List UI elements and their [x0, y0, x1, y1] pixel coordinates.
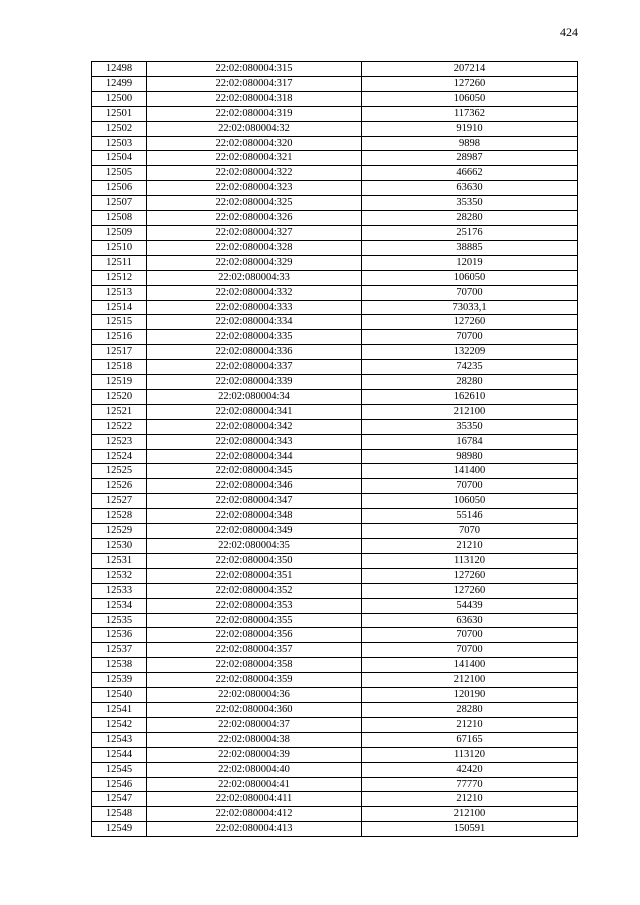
table-row — [92, 360, 578, 375]
cadastral-number-cell: 22:02:080004:40 — [147, 762, 362, 777]
table-row — [92, 255, 578, 270]
row-number-cell: 12536 — [92, 628, 147, 643]
row-number-cell: 12504 — [92, 151, 147, 166]
table-row — [92, 568, 578, 583]
cadastral-number-cell: 22:02:080004:341 — [147, 404, 362, 419]
cadastral-number-cell: 22:02:080004:329 — [147, 255, 362, 270]
cadastral-number-cell: 22:02:080004:336 — [147, 345, 362, 360]
value-cell: 9898 — [362, 136, 578, 151]
row-number-cell: 12513 — [92, 285, 147, 300]
row-number-cell: 12542 — [92, 717, 147, 732]
cadastral-number-cell: 22:02:080004:38 — [147, 732, 362, 747]
row-number-cell: 12548 — [92, 807, 147, 822]
value-cell: 120190 — [362, 688, 578, 703]
value-cell: 77770 — [362, 777, 578, 792]
row-number-cell: 12506 — [92, 181, 147, 196]
value-cell: 35350 — [362, 196, 578, 211]
cadastral-number-cell: 22:02:080004:32 — [147, 121, 362, 136]
value-cell: 42420 — [362, 762, 578, 777]
table-row — [92, 225, 578, 240]
row-number-cell: 12520 — [92, 389, 147, 404]
table-row — [92, 732, 578, 747]
table-row — [92, 583, 578, 598]
cadastral-number-cell: 22:02:080004:353 — [147, 598, 362, 613]
row-number-cell: 12522 — [92, 419, 147, 434]
table-row — [92, 464, 578, 479]
value-cell: 16784 — [362, 434, 578, 449]
row-number-cell: 12535 — [92, 613, 147, 628]
row-number-cell: 12525 — [92, 464, 147, 479]
cadastral-number-cell: 22:02:080004:35 — [147, 539, 362, 554]
value-cell: 74235 — [362, 360, 578, 375]
value-cell: 67165 — [362, 732, 578, 747]
cadastral-number-cell: 22:02:080004:320 — [147, 136, 362, 151]
value-cell: 106050 — [362, 91, 578, 106]
value-cell: 117362 — [362, 106, 578, 121]
row-number-cell: 12532 — [92, 568, 147, 583]
row-number-cell: 12540 — [92, 688, 147, 703]
cadastral-number-cell: 22:02:080004:36 — [147, 688, 362, 703]
table-row — [92, 285, 578, 300]
cadastral-number-cell: 22:02:080004:315 — [147, 62, 362, 77]
row-number-cell: 12530 — [92, 539, 147, 554]
table-row — [92, 628, 578, 643]
cadastral-number-cell: 22:02:080004:39 — [147, 747, 362, 762]
row-number-cell: 12521 — [92, 404, 147, 419]
table-row — [92, 106, 578, 121]
table-row — [92, 240, 578, 255]
value-cell: 38885 — [362, 240, 578, 255]
cadastral-number-cell: 22:02:080004:317 — [147, 76, 362, 91]
row-number-cell: 12505 — [92, 166, 147, 181]
table-row — [92, 643, 578, 658]
table-row — [92, 166, 578, 181]
cadastral-number-cell: 22:02:080004:359 — [147, 673, 362, 688]
row-number-cell: 12534 — [92, 598, 147, 613]
cadastral-number-cell: 22:02:080004:319 — [147, 106, 362, 121]
row-number-cell: 12519 — [92, 375, 147, 390]
cadastral-number-cell: 22:02:080004:356 — [147, 628, 362, 643]
cadastral-number-cell: 22:02:080004:357 — [147, 643, 362, 658]
table-row — [92, 181, 578, 196]
cadastral-number-cell: 22:02:080004:348 — [147, 509, 362, 524]
row-number-cell: 12531 — [92, 553, 147, 568]
row-number-cell: 12528 — [92, 509, 147, 524]
cadastral-number-cell: 22:02:080004:334 — [147, 315, 362, 330]
cadastral-number-cell: 22:02:080004:321 — [147, 151, 362, 166]
value-cell: 91910 — [362, 121, 578, 136]
value-cell: 63630 — [362, 613, 578, 628]
cadastral-number-cell: 22:02:080004:352 — [147, 583, 362, 598]
row-number-cell: 12502 — [92, 121, 147, 136]
row-number-cell: 12500 — [92, 91, 147, 106]
value-cell: 73033,1 — [362, 300, 578, 315]
row-number-cell: 12547 — [92, 792, 147, 807]
table-row — [92, 345, 578, 360]
table-body — [92, 62, 578, 837]
value-cell: 106050 — [362, 494, 578, 509]
row-number-cell: 12544 — [92, 747, 147, 762]
value-cell: 7070 — [362, 524, 578, 539]
value-cell: 28280 — [362, 702, 578, 717]
table-row — [92, 330, 578, 345]
value-cell: 12019 — [362, 255, 578, 270]
row-number-cell: 12529 — [92, 524, 147, 539]
value-cell: 141400 — [362, 464, 578, 479]
row-number-cell: 12512 — [92, 270, 147, 285]
table-row — [92, 136, 578, 151]
table-row — [92, 121, 578, 136]
value-cell: 28280 — [362, 211, 578, 226]
cadastral-number-cell: 22:02:080004:332 — [147, 285, 362, 300]
cadastral-number-cell: 22:02:080004:413 — [147, 822, 362, 837]
value-cell: 70700 — [362, 285, 578, 300]
value-cell: 70700 — [362, 479, 578, 494]
table-row — [92, 792, 578, 807]
table-row — [92, 375, 578, 390]
row-number-cell: 12503 — [92, 136, 147, 151]
value-cell: 28987 — [362, 151, 578, 166]
value-cell: 21210 — [362, 717, 578, 732]
table-row — [92, 196, 578, 211]
row-number-cell: 12498 — [92, 62, 147, 77]
value-cell: 212100 — [362, 807, 578, 822]
value-cell: 54439 — [362, 598, 578, 613]
cadastral-number-cell: 22:02:080004:412 — [147, 807, 362, 822]
row-number-cell: 12549 — [92, 822, 147, 837]
row-number-cell: 12516 — [92, 330, 147, 345]
table-row — [92, 509, 578, 524]
row-number-cell: 12527 — [92, 494, 147, 509]
table-row — [92, 404, 578, 419]
cadastral-number-cell: 22:02:080004:33 — [147, 270, 362, 285]
cadastral-number-cell: 22:02:080004:41 — [147, 777, 362, 792]
table-row — [92, 539, 578, 554]
value-cell: 70700 — [362, 628, 578, 643]
table-row — [92, 211, 578, 226]
table-row — [92, 598, 578, 613]
row-number-cell: 12546 — [92, 777, 147, 792]
value-cell: 207214 — [362, 62, 578, 77]
value-cell: 28280 — [362, 375, 578, 390]
cadastral-number-cell: 22:02:080004:350 — [147, 553, 362, 568]
cadastral-number-cell: 22:02:080004:343 — [147, 434, 362, 449]
value-cell: 127260 — [362, 583, 578, 598]
table-row — [92, 762, 578, 777]
value-cell: 113120 — [362, 553, 578, 568]
table-row — [92, 807, 578, 822]
table-row — [92, 315, 578, 330]
cadastral-number-cell: 22:02:080004:339 — [147, 375, 362, 390]
cadastral-number-cell: 22:02:080004:322 — [147, 166, 362, 181]
cadastral-number-cell: 22:02:080004:333 — [147, 300, 362, 315]
row-number-cell: 12507 — [92, 196, 147, 211]
table-row — [92, 434, 578, 449]
cadastral-number-cell: 22:02:080004:346 — [147, 479, 362, 494]
table-row — [92, 688, 578, 703]
table-row — [92, 553, 578, 568]
row-number-cell: 12514 — [92, 300, 147, 315]
data-table — [91, 61, 578, 837]
value-cell: 63630 — [362, 181, 578, 196]
table-row — [92, 747, 578, 762]
value-cell: 212100 — [362, 673, 578, 688]
cadastral-number-cell: 22:02:080004:328 — [147, 240, 362, 255]
value-cell: 35350 — [362, 419, 578, 434]
table-row — [92, 822, 578, 837]
table-row — [92, 76, 578, 91]
cadastral-number-cell: 22:02:080004:345 — [147, 464, 362, 479]
cadastral-number-cell: 22:02:080004:327 — [147, 225, 362, 240]
value-cell: 212100 — [362, 404, 578, 419]
cadastral-number-cell: 22:02:080004:326 — [147, 211, 362, 226]
cadastral-number-cell: 22:02:080004:323 — [147, 181, 362, 196]
value-cell: 55146 — [362, 509, 578, 524]
row-number-cell: 12539 — [92, 673, 147, 688]
table-row — [92, 449, 578, 464]
row-number-cell: 12533 — [92, 583, 147, 598]
page-number: 424 — [560, 25, 578, 39]
cadastral-number-cell: 22:02:080004:37 — [147, 717, 362, 732]
cadastral-number-cell: 22:02:080004:34 — [147, 389, 362, 404]
value-cell: 150591 — [362, 822, 578, 837]
row-number-cell: 12517 — [92, 345, 147, 360]
table-row — [92, 389, 578, 404]
cadastral-number-cell: 22:02:080004:355 — [147, 613, 362, 628]
value-cell: 127260 — [362, 76, 578, 91]
value-cell: 141400 — [362, 658, 578, 673]
value-cell: 106050 — [362, 270, 578, 285]
table-row — [92, 300, 578, 315]
row-number-cell: 12511 — [92, 255, 147, 270]
value-cell: 25176 — [362, 225, 578, 240]
cadastral-number-cell: 22:02:080004:360 — [147, 702, 362, 717]
value-cell: 70700 — [362, 330, 578, 345]
table-row — [92, 524, 578, 539]
value-cell: 127260 — [362, 568, 578, 583]
value-cell: 46662 — [362, 166, 578, 181]
row-number-cell: 12499 — [92, 76, 147, 91]
table-row — [92, 702, 578, 717]
table-row — [92, 270, 578, 285]
row-number-cell: 12538 — [92, 658, 147, 673]
cadastral-number-cell: 22:02:080004:411 — [147, 792, 362, 807]
value-cell: 132209 — [362, 345, 578, 360]
row-number-cell: 12524 — [92, 449, 147, 464]
row-number-cell: 12526 — [92, 479, 147, 494]
table-row — [92, 151, 578, 166]
value-cell: 162610 — [362, 389, 578, 404]
cadastral-number-cell: 22:02:080004:337 — [147, 360, 362, 375]
table-row — [92, 62, 578, 77]
row-number-cell: 12518 — [92, 360, 147, 375]
table-row — [92, 717, 578, 732]
row-number-cell: 12515 — [92, 315, 147, 330]
table-row — [92, 613, 578, 628]
value-cell: 113120 — [362, 747, 578, 762]
table-row — [92, 419, 578, 434]
row-number-cell: 12510 — [92, 240, 147, 255]
value-cell: 127260 — [362, 315, 578, 330]
table-row — [92, 479, 578, 494]
cadastral-number-cell: 22:02:080004:344 — [147, 449, 362, 464]
value-cell: 21210 — [362, 539, 578, 554]
table-row — [92, 91, 578, 106]
table-row — [92, 673, 578, 688]
cadastral-number-cell: 22:02:080004:349 — [147, 524, 362, 539]
table-row — [92, 777, 578, 792]
cadastral-number-cell: 22:02:080004:325 — [147, 196, 362, 211]
row-number-cell: 12541 — [92, 702, 147, 717]
value-cell: 98980 — [362, 449, 578, 464]
row-number-cell: 12537 — [92, 643, 147, 658]
cadastral-number-cell: 22:02:080004:358 — [147, 658, 362, 673]
row-number-cell: 12545 — [92, 762, 147, 777]
row-number-cell: 12543 — [92, 732, 147, 747]
value-cell: 70700 — [362, 643, 578, 658]
cadastral-number-cell: 22:02:080004:351 — [147, 568, 362, 583]
table-row — [92, 494, 578, 509]
value-cell: 21210 — [362, 792, 578, 807]
row-number-cell: 12523 — [92, 434, 147, 449]
row-number-cell: 12509 — [92, 225, 147, 240]
row-number-cell: 12501 — [92, 106, 147, 121]
row-number-cell: 12508 — [92, 211, 147, 226]
cadastral-number-cell: 22:02:080004:318 — [147, 91, 362, 106]
cadastral-number-cell: 22:02:080004:335 — [147, 330, 362, 345]
cadastral-number-cell: 22:02:080004:347 — [147, 494, 362, 509]
cadastral-number-cell: 22:02:080004:342 — [147, 419, 362, 434]
table-row — [92, 658, 578, 673]
